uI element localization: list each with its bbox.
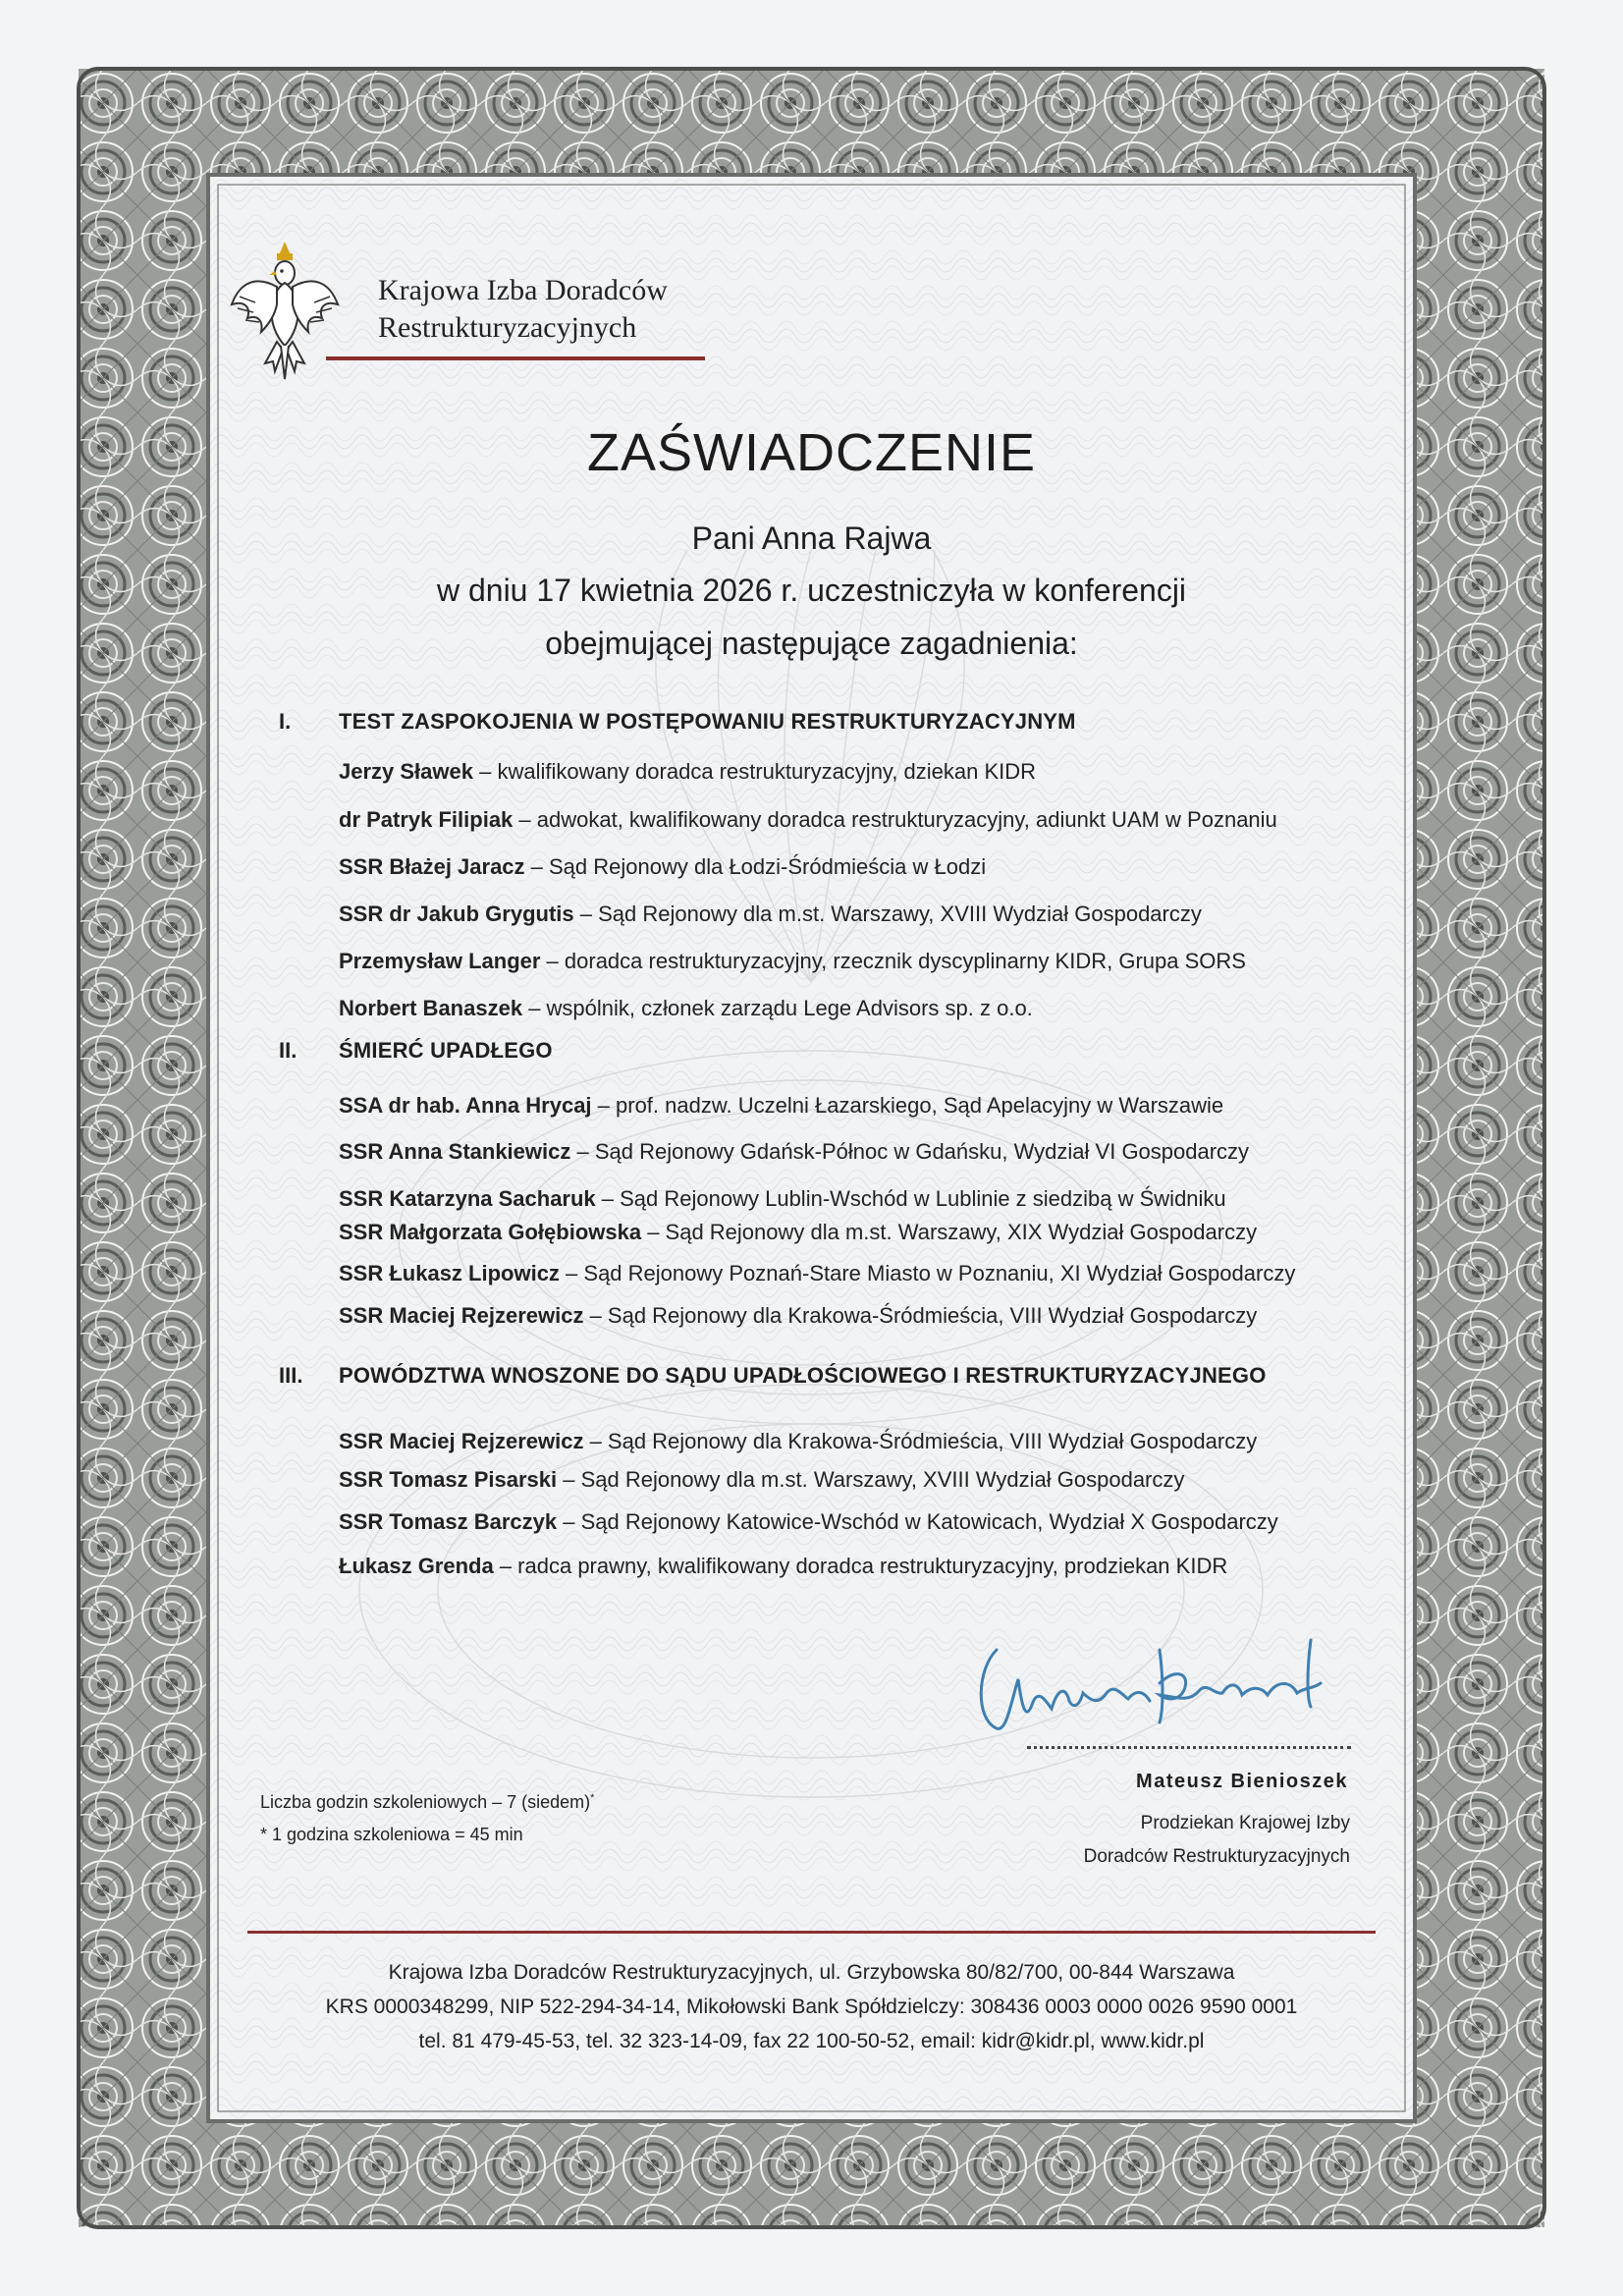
speaker-row (339, 1303, 1257, 1329)
speaker-row (339, 759, 1036, 785)
speaker-name: Jerzy Sławek (339, 759, 473, 784)
recipient-line: Pani Anna Rajwa (691, 520, 932, 556)
speaker-role: – doradca restrukturyzacyjny, rzecznik dyscyplinarny KIDR, Grupa SORS (540, 949, 1246, 973)
speaker-name: Przemysław Langer (339, 949, 541, 973)
speaker-name: SSR dr Jakub Grygutis (339, 902, 574, 926)
speaker-role: – Sąd Rejonowy Katowice-Wschód w Katowicach, Wydział X Gospodarczy (557, 1509, 1278, 1534)
speaker-name: SSR Łukasz Lipowicz (339, 1261, 560, 1285)
speaker-role: – Sąd Rejonowy dla m.st. Warszawy, XVIII Wydział Gospodarczy (557, 1467, 1185, 1492)
footnote-mark: * (590, 1792, 595, 1804)
polish-eagle-emblem-icon (226, 236, 344, 383)
handwritten-signature (967, 1611, 1380, 1748)
section-2-title: ŚMIERĆ UPADŁEGO (339, 1038, 553, 1063)
signature-dotted-line (1027, 1746, 1351, 1749)
speaker-row (339, 949, 1246, 974)
speaker-name: SSR Maciej Rejzerewicz (339, 1303, 584, 1328)
section-3-title: POWÓDZTWA WNOSZONE DO SĄDU UPADŁOŚCIOWEGO I RESTRUKTURYZACYJNEGO (339, 1363, 1267, 1388)
speaker-role: – Sąd Rejonowy Poznań-Stare Miasto w Poznaniu, XI Wydział Gospodarczy (559, 1261, 1296, 1285)
speaker-name: Norbert Banaszek (339, 996, 523, 1020)
speaker-role: – Sąd Rejonowy dla Krakowa-Śródmieścia, VIII Wydział Gospodarczy (583, 1429, 1258, 1453)
speaker-row (339, 902, 1202, 927)
speaker-role: – Sąd Rejonowy Gdańsk-Północ w Gdańsku, Wydział VI Gospodarczy (570, 1139, 1250, 1164)
speaker-row (339, 1186, 1226, 1212)
section-3-number: III. (279, 1363, 303, 1388)
speaker-role: – prof. nadzw. Uczelni Łazarskiego, Sąd Apelacyjny w Warszawie (591, 1093, 1224, 1118)
speaker-name: SSR Katarzyna Sacharuk (339, 1186, 596, 1211)
speaker-row (339, 1554, 1227, 1579)
speaker-name: Łukasz Grenda (339, 1554, 494, 1578)
speaker-name: SSR Anna Stankiewicz (339, 1139, 571, 1164)
speaker-name: SSR Błażej Jaracz (339, 854, 525, 879)
training-hours-text: Liczba godzin szkoleniowych – 7 (siedem) (260, 1792, 591, 1812)
speaker-name: dr Patryk Filipiak (339, 807, 514, 832)
speaker-row (339, 1261, 1295, 1286)
speaker-role: – radca prawny, kwalifikowany doradca restrukturyzacyjny, prodziekan KIDR (493, 1554, 1228, 1578)
signatory-role-line1: Prodziekan Krajowej Izby (1140, 1813, 1350, 1833)
section-1-number: I. (279, 709, 292, 734)
speaker-role: – Sąd Rejonowy dla m.st. Warszawy, XIX Wydział Gospodarczy (641, 1220, 1258, 1244)
org-name-line1: Krajowa Izba Doradców (378, 274, 668, 306)
speaker-name: SSA dr hab. Anna Hrycaj (339, 1093, 592, 1118)
speaker-role: – Sąd Rejonowy Lublin-Wschód w Lublinie z siedzibą w Świdniku (595, 1186, 1226, 1211)
speaker-row (339, 1467, 1184, 1493)
speaker-role: – Sąd Rejonowy dla Krakowa-Śródmieścia, VIII Wydział Gospodarczy (583, 1303, 1258, 1328)
attendance-line: w dniu 17 kwietnia 2026 r. uczestniczyła w konferencji (436, 573, 1187, 608)
speaker-name: SSR Tomasz Pisarski (339, 1467, 558, 1492)
footer-contact: tel. 81 479-45-53, tel. 32 323-14-09, fax 22 100-50-52, email: kidr@kidr.pl, www.kidr.pl (418, 2030, 1205, 2052)
speaker-row (339, 1220, 1257, 1245)
speaker-row (339, 1139, 1249, 1165)
header-accent-rule (326, 356, 705, 360)
org-name-line2: Restrukturyzacyjnych (378, 311, 637, 344)
section-1-title: TEST ZASPOKOJENIA W POSTĘPOWANIU RESTRUKTURYZACYJNYM (339, 709, 1076, 734)
footer-registry: KRS 0000348299, NIP 522-294-34-14, Mikołowski Bank Spółdzielczy: 308436 0003 0000 0026 9590 0001 (325, 1995, 1298, 2018)
training-hours-note: * 1 godzina szkoleniowa = 45 min (260, 1825, 523, 1844)
speaker-row (339, 1429, 1257, 1454)
training-hours (260, 1792, 594, 1813)
speaker-row (339, 807, 1277, 833)
footer-accent-rule (247, 1931, 1376, 1934)
speaker-row (339, 1093, 1223, 1119)
speaker-role: – Sąd Rejonowy dla Łodzi-Śródmieścia w Łodzi (524, 854, 987, 879)
speaker-name: SSR Maciej Rejzerewicz (339, 1429, 584, 1453)
speaker-row (339, 1509, 1278, 1535)
speaker-role: – adwokat, kwalifikowany doradca restrukturyzacyjny, adiunkt UAM w Poznaniu (513, 807, 1277, 832)
speaker-role: – kwalifikowany doradca restrukturyzacyjny, dziekan KIDR (472, 759, 1037, 784)
header (226, 236, 736, 383)
speaker-row (339, 996, 1033, 1021)
speaker-role: – wspólnik, członek zarządu Lege Advisors sp. z o.o. (522, 996, 1033, 1020)
certificate-title: ZAŚWIADCZENIE (586, 423, 1037, 482)
speaker-row (339, 854, 986, 880)
section-2-number: II. (279, 1038, 298, 1063)
speaker-name: SSR Małgorzata Gołębiowska (339, 1220, 642, 1244)
speaker-role: – Sąd Rejonowy dla m.st. Warszawy, XVIII Wydział Gospodarczy (573, 902, 1202, 926)
signatory-role-line2: Doradców Restrukturyzacyjnych (1083, 1846, 1350, 1867)
signatory-name: Mateusz Bienioszek (1136, 1771, 1348, 1792)
speaker-name: SSR Tomasz Barczyk (339, 1509, 558, 1534)
footer-address: Krajowa Izba Doradców Restrukturyzacyjnych, ul. Grzybowska 80/82/700, 00-844 Warszawa (388, 1961, 1235, 1984)
topics-intro-line: obejmującej następujące zagadnienia: (545, 626, 1078, 661)
